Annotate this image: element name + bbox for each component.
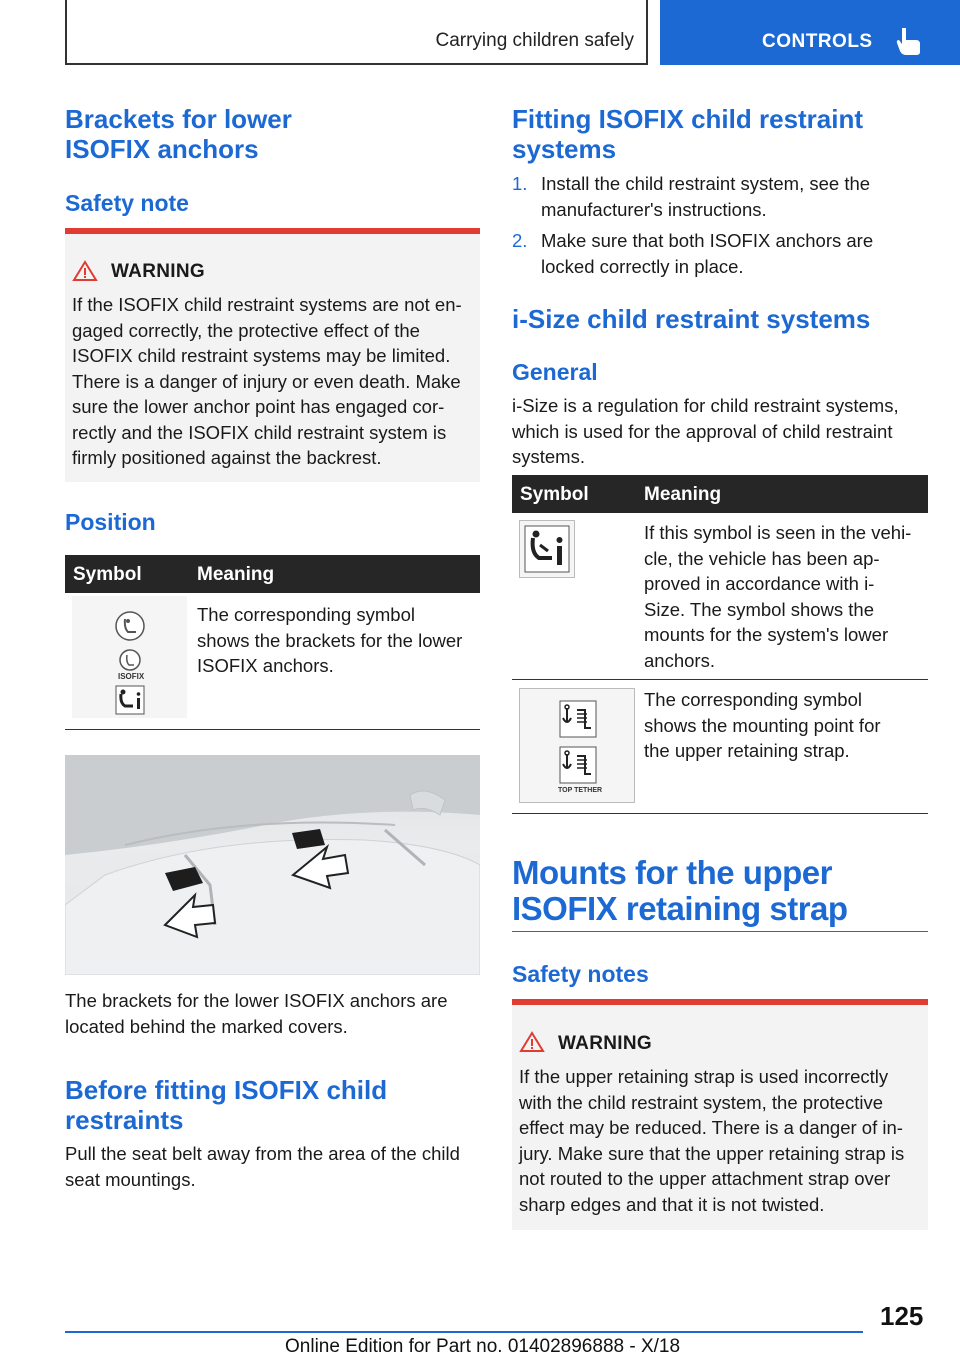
isize-row1-meaning: If this symbol is seen in the vehi- cle, the vehicle has been ap- proved in accordance with i- Size. The symbol shows the mounts for the system's lower anchors.: [644, 522, 912, 671]
table-header-isize: [512, 475, 928, 513]
steps-list: [512, 171, 928, 285]
photo-caption: The brackets for the lower ISOFIX anchors are located behind the marked covers.: [65, 990, 448, 1037]
heading-rule: [512, 931, 928, 932]
general-heading: General: [512, 359, 598, 385]
safety-note-heading: Safety note: [65, 190, 189, 216]
warning-label: WARNING: [558, 1033, 652, 1054]
rear-seat-photo: [65, 755, 480, 975]
header-section-title: Carrying children safely: [435, 30, 634, 51]
isofix-symbols-cell: [72, 596, 187, 718]
before-fitting-heading: Before fitting ISOFIX child restraints: [65, 1075, 388, 1135]
pointing-hand-icon: [896, 26, 922, 56]
warning-label: WARNING: [111, 261, 205, 282]
general-text: i-Size is a regulation for child restraint systems, which is used for the approval of child restraint systems.: [512, 395, 899, 467]
isofix-badge-icon: [118, 648, 142, 672]
list-item: 1. Install the child restraint system, see the manufacturer's instructions.: [512, 173, 871, 220]
footer-edition: Online Edition for Part no. 01402896888 - X/18: [285, 1336, 681, 1357]
warning-triangle-icon: [72, 260, 98, 282]
top-tether-anchor-icon: [559, 746, 597, 784]
before-fitting-text: Pull the seat belt away from the area of the child seat mountings.: [65, 1143, 460, 1190]
header-chapter-label: CONTROLS: [762, 31, 873, 52]
fitting-heading: Fitting ISOFIX child restraint systems: [512, 104, 864, 164]
warning-text: If the upper retaining strap is used incorrectly with the child restraint system, the protective effect may be reduced. There is a danger of in- jury. Make sure that the upper retaining strap is not routed to the upper attachment strap over sharp edges and that it is not twisted.: [519, 1066, 905, 1215]
isize-heading: i-Size child restraint systems: [512, 304, 871, 334]
table-divider: [512, 679, 928, 680]
position-meaning-text: The corresponding symbol shows the brackets for the lower ISOFIX anchors.: [197, 604, 463, 676]
rear-seat-illustration: [65, 755, 480, 975]
position-heading: Position: [65, 509, 156, 535]
table-header-position: [65, 555, 480, 593]
col-meaning-header: Meaning: [644, 484, 722, 505]
header-section-box: [65, 0, 648, 65]
footer-rule: [65, 1331, 863, 1333]
col-symbol-header: Symbol: [73, 564, 142, 585]
header-chapter-tab[interactable]: [660, 0, 960, 65]
isize-symbol-icon: [520, 521, 574, 577]
isize-child-seat-icon: [115, 685, 145, 715]
col-meaning-header: Meaning: [197, 564, 275, 585]
page-number: 125: [880, 1301, 924, 1331]
top-tether-seat-icon: [559, 700, 597, 738]
list-item: 2. Make sure that both ISOFIX anchors are locked correctly in place.: [512, 230, 874, 277]
warning-box-strap: [512, 999, 928, 1230]
section-title-brackets: Brackets for lower ISOFIX anchors: [65, 104, 292, 164]
isofix-text-label: ISOFIX: [118, 672, 145, 681]
isize-symbol-cell: [519, 520, 575, 578]
isofix-seat-icon: [114, 610, 146, 642]
safety-notes-heading: Safety notes: [512, 961, 649, 987]
warning-text: If the ISOFIX child restraint systems are not en- gaged correctly, the protective effect of the ISOFIX child restraint systems may be limited. There is a danger of injury or even death. Make sure the lower anchor point has engaged cor- rectly and the ISOFIX child restraint system is firmly positioned against the backrest.: [72, 294, 462, 468]
top-tether-label: TOP TETHER: [558, 787, 603, 794]
table-divider: [65, 729, 480, 730]
warning-box-isofix: [65, 228, 480, 482]
col-symbol-header: Symbol: [520, 484, 589, 505]
top-tether-symbol-cell: [519, 688, 635, 803]
isize-row2-meaning: The corresponding symbol shows the mounting point for the upper retaining strap.: [644, 689, 881, 761]
warning-triangle-icon: [519, 1031, 545, 1053]
table-divider: [512, 813, 928, 814]
mounts-heading: Mounts for the upper ISOFIX retaining strap: [512, 854, 848, 927]
